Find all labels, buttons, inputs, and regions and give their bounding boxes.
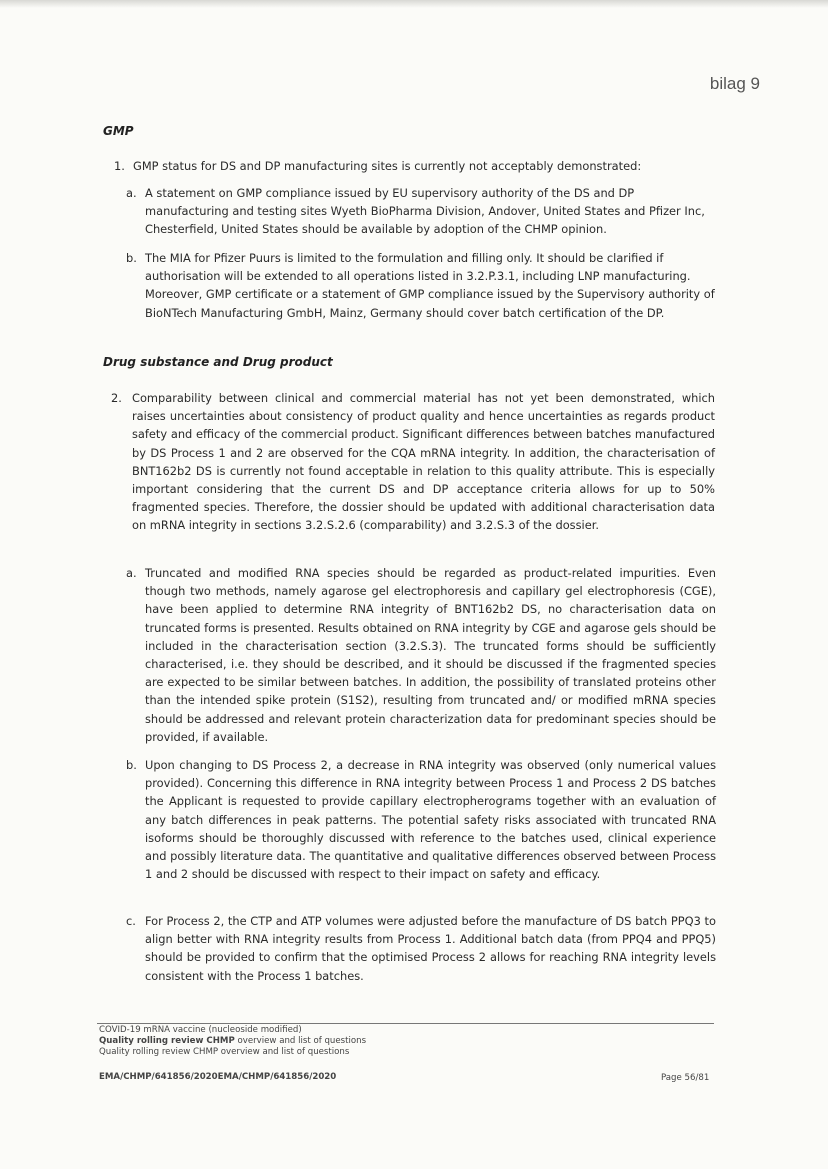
list-letter: a.	[126, 566, 137, 580]
list-text: For Process 2, the CTP and ATP volumes were adjusted before the manufacture of DS batch PPQ3 to align better with RNA integrity results from Process 1. Additional batch data (from PPQ4 and PPQ5) should be provided to confirm that the optimised Process 2 allows for reaching RNA integrity levels consistent with the Process 1 batches.	[145, 914, 716, 983]
list-item-1a	[126, 184, 716, 239]
list-text: A statement on GMP compliance issued by EU supervisory authority of the DS and DP manufacturing and testing sites Wyeth BioPharma Division, Andover, United States and Pfizer Inc, Chesterfield, United States should be available by adoption of the CHMP opinion.	[145, 186, 705, 237]
footer-document-id: EMA/CHMP/641856/2020EMA/CHMP/641856/2020	[99, 1072, 337, 1082]
list-text: GMP status for DS and DP manufacturing sites is currently not acceptably demonstrated:	[133, 159, 642, 173]
list-item-2b	[126, 756, 716, 883]
page-number: Page 56/81	[661, 1073, 710, 1083]
list-number: 1.	[114, 159, 125, 173]
page-top-edge	[0, 0, 828, 8]
list-letter: a.	[126, 186, 137, 200]
list-text: The MIA for Pfizer Puurs is limited to the formulation and filling only. It should be clarified if authorisation will be extended to all operations listed in 3.2.P.3.1, including LNP manufacturing. Moreover, GMP certificate or a statement of GMP compliance issued by the Supervisory authority of BioNTech Manufacturing GmbH, Mainz, Germany should cover batch certification of the DP.	[145, 251, 715, 320]
list-item-1	[114, 157, 714, 175]
footer-report-title-bold: Quality rolling review CHMP	[99, 1036, 235, 1046]
handwritten-annotation: bilag 9	[709, 74, 760, 93]
list-text: Truncated and modified RNA species should be regarded as product-related impurities. Even though two methods, namely agarose gel electrophoresis and capillary gel electrophoresis (CGE), have been applied to determine RNA integrity of BNT162b2 DS, no characterisation data on truncated forms is presented. Results obtained on RNA integrity by CGE and agarose gels should be included in the characterisation section (3.2.S.3). The truncated forms should be sufficiently characterised, i.e. they should be described, and it should be discussed if the fragmented species are expected to be similar between batches. In addition, the possibility of translated proteins other than the intended spike protein (S1S2), resulting from truncated and/ or modified mRNA species should be addressed and relevant protein characterization data for predominant species should be provided, if available.	[145, 566, 716, 744]
list-text: Comparability between clinical and commercial material has not yet been demonstrated, which raises uncertainties about consistency of product quality and hence uncertainties as regards product safety and efficacy of the commercial product. Significant differences between batches manufactured by DS Process 1 and 2 are observed for the CQA mRNA integrity. In addition, the characterisation of BNT162b2 DS is currently not found acceptable in relation to this quality attribute. This is especially important considering that the current DS and DP acceptance criteria allows for up to 50% fragmented species. Therefore, the dossier should be updated with additional characterisation data on mRNA integrity in sections 3.2.S.2.6 (comparability) and 3.2.S.3 of the dossier.	[132, 391, 715, 533]
footer-product: COVID-19 mRNA vaccine (nucleoside modified)	[99, 1025, 302, 1035]
footer-report-title-rest: overview and list of questions	[234, 1036, 367, 1046]
list-item-2a	[126, 564, 716, 746]
list-letter: c.	[126, 914, 136, 928]
section-heading-ds-dp: Drug substance and Drug product	[103, 355, 333, 369]
footer-report-title	[99, 1036, 366, 1047]
list-item-2c	[126, 912, 716, 985]
list-number: 2.	[111, 391, 122, 405]
list-item-2	[111, 389, 715, 535]
list-letter: b.	[126, 758, 137, 772]
list-text: Upon changing to DS Process 2, a decrease in RNA integrity was observed (only numerical values provided). Concerning this difference in RNA integrity between Process 1 and Process 2 DS batches the Applicant is requested to provide capillary electropherograms together with an evaluation of any batch differences in peak patterns. The potential safety risks associated with truncated RNA isoforms should be thoroughly discussed with reference to the batches used, clinical experience and possibly literature data. The quantitative and qualitative differences observed between Process 1 and 2 should be discussed with respect to their impact on safety and efficacy.	[145, 758, 716, 882]
list-item-1b	[126, 249, 716, 322]
list-letter: b.	[126, 251, 137, 265]
section-heading-gmp: GMP	[103, 124, 134, 138]
footer-report-subtitle: Quality rolling review CHMP overview and list of questions	[99, 1047, 350, 1057]
footer-divider	[97, 1023, 714, 1024]
